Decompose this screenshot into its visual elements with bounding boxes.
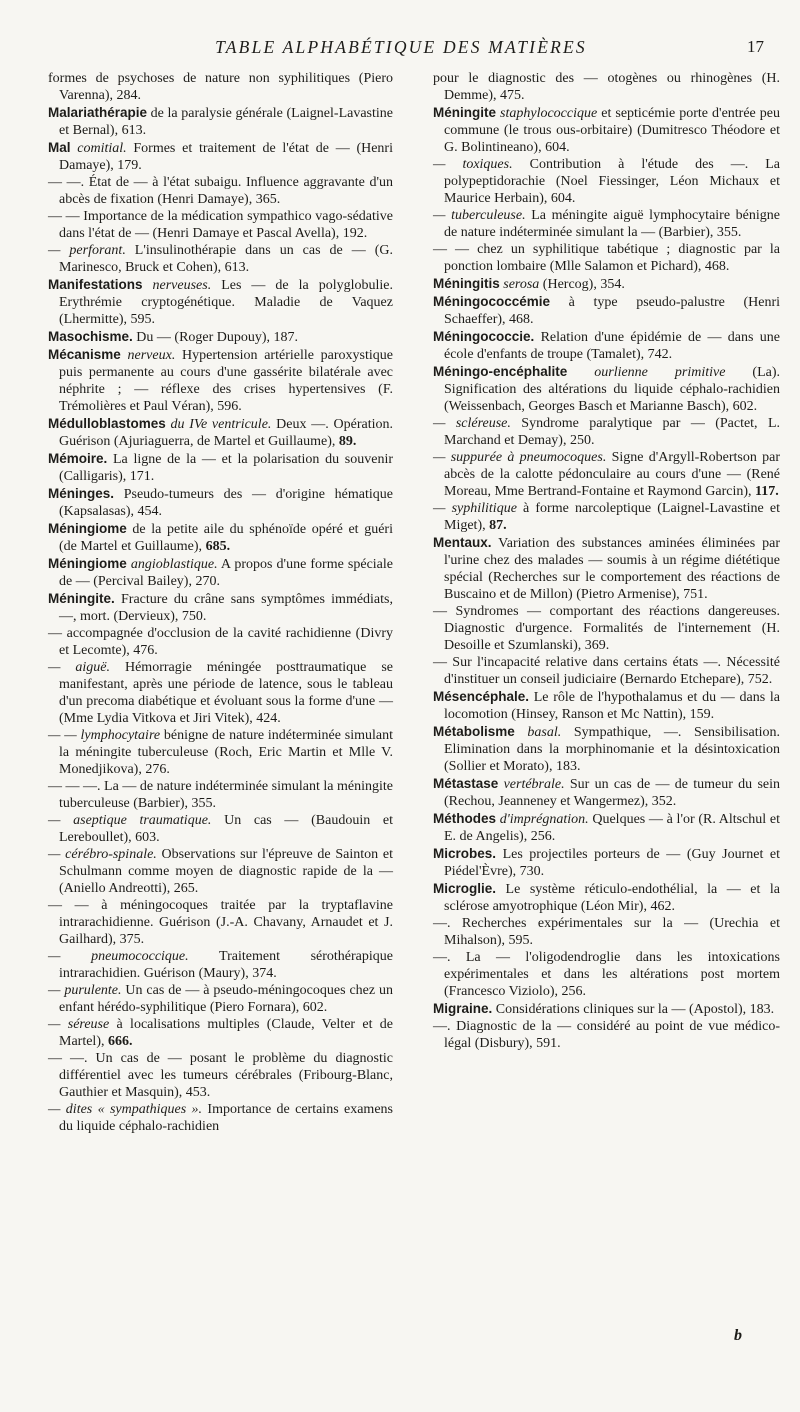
entry-text: (La). Signification des altérations du liquide céphalo-rachidien (Weissenbach, Georges Basch et Marianne Basch), 602. [444, 365, 781, 414]
entry-text: Contribution à l'étude des —. La polypeptidorachie (Noel Fiessinger, Léon Michaux et Maurice Herbain), 604. [444, 157, 780, 206]
index-entry [433, 70, 780, 104]
entry-text: Le rôle de l'hypothalamus et du — dans la locomotion (Hinsey, Ranson et Mc Nattin), 159. [444, 690, 780, 722]
index-entry [433, 328, 780, 363]
entry-heading: Mésencéphale. [433, 689, 530, 704]
index-entry [433, 880, 780, 915]
entry-text: à localisations multiples (Claude, Velter et de Martel), [59, 1017, 394, 1049]
index-entry [48, 328, 393, 346]
entry-page-ref: 685. [205, 539, 231, 554]
entry-heading: Médulloblastomes [48, 416, 166, 431]
entry-subheading: — toxiques. [433, 157, 513, 172]
entry-text: Fracture du crâne sans symptômes immédiats, —, mort. (Dervieux), 750. [59, 592, 393, 624]
entry-heading: Méninges. [48, 486, 115, 501]
entry-subheading: serosa [499, 277, 540, 292]
entry-subheading: comitial. [70, 141, 127, 156]
entry-subheading: — aseptique traumatique. [48, 813, 212, 828]
index-entry [48, 70, 393, 104]
entry-text: Variation des substances aminées éliminées par l'urine chez des malades — soumis à un régime diététique spécial (Recherches sur le comportement des réactions de Buscaino et de Millon) (Pietro Armenise), 751. [444, 536, 780, 602]
entry-text: Le système réticulo-endothélial, la — et la sclérose amyotrophique (Léon Mir), 462. [444, 882, 780, 914]
entry-subheading: — suppurée à pneumocoques. [433, 450, 607, 465]
index-entry [48, 948, 393, 982]
entry-heading: Méningococcémie [433, 294, 551, 309]
entry-text: — Syndromes — comportant des réactions dangereuses. Diagnostic d'urgence. Formalités de l'internement (H. Desoille et Szumlanski), 369. [433, 604, 780, 653]
entry-text: à forme narcoleptique (Laignel-Lavastine et Miget), [444, 501, 780, 533]
entry-heading: Métastase [433, 776, 499, 791]
index-entry [48, 346, 393, 415]
signature-mark: b [734, 1327, 742, 1344]
entry-text: (Hercog), 354. [539, 277, 625, 292]
entry-subheading: — scléreuse. [433, 416, 511, 431]
index-entry [433, 723, 780, 775]
entry-subheading: — perforant. [48, 243, 126, 258]
entry-text: — — à méningocoques traitée par la tryptaflavine intrarachidienne. Guérison (J.-A. Chavany, Arnaudet et J. Gailhard), 375. [48, 898, 393, 947]
index-entry [433, 500, 780, 534]
index-entry [48, 625, 393, 659]
index-entry [48, 242, 393, 276]
entry-heading: Malariathérapie [48, 105, 148, 120]
entry-subheading: basal. [514, 725, 562, 740]
entry-heading: Méningiome [48, 521, 127, 536]
entry-heading: Méningite. [48, 591, 115, 606]
entry-text: Deux —. Opération. Guérison (Ajuriaguerra, de Martel et Guillaume), [59, 417, 393, 449]
entry-heading: Mentaux. [433, 535, 492, 550]
index-entry [48, 1016, 393, 1050]
index-entry [433, 949, 780, 1000]
index-column-right [433, 70, 780, 1052]
entry-text: La méningite aiguë lymphocytaire bénigne de nature indéterminée simulant la — (Barbier), 355. [444, 208, 780, 240]
entry-subheading: vertébrale. [498, 777, 565, 792]
entry-subheading: — tuberculeuse. [433, 208, 526, 223]
index-entry [48, 846, 393, 897]
entry-text: de la petite aile du sphénoïde opéré et guéri (de Martel et Guillaume), [59, 522, 393, 554]
entry-text: à type pseudo-palustre (Henri Schaeffer), 468. [444, 295, 780, 327]
index-entry [433, 534, 780, 603]
index-entry [48, 778, 393, 812]
entry-text: —. La — l'oligodendroglie dans les intoxications expérimentales et dans les altérations post mortem (Francesco Viziolo), 256. [433, 950, 780, 999]
entry-subheading: — pneumococcique. [48, 949, 189, 964]
entry-heading: Méningitis [433, 276, 500, 291]
index-entry [48, 415, 393, 450]
entry-subheading: d'imprégnation. [496, 812, 589, 827]
entry-text: Un cas — (Baudouin et Lereboullet), 603. [59, 813, 393, 845]
entry-text: Hypertension artérielle paroxystique puis permanente au cours d'une gassérite bilatérale avec néphrite ; — réflexe des crises hypertensives (F. Trémolières et Paul Véran), 596. [59, 348, 393, 414]
index-entry [48, 812, 393, 846]
index-entry [433, 845, 780, 880]
entry-text: de la paralysie générale (Laignel-Lavastine et Bernal), 613. [59, 106, 393, 138]
entry-text: Sympathique, —. Sensibilisation. Elimination dans la morphinomanie et la désintoxication (Sollier et Morato), 183. [444, 725, 780, 774]
index-entry [433, 810, 780, 845]
entry-heading: Migraine. [433, 1001, 493, 1016]
index-entry [433, 915, 780, 949]
index-entry [48, 276, 393, 328]
entry-text: Hémorragie méningée posttraumatique se manifestant, après une période de latence, sous le tableau d'un precoma diabétique et évoluant sous la forme d'une — (Mme Lydia Vitkova et Jiri Vitek), 424. [59, 660, 393, 726]
entry-text: Pseudo-tumeurs des — d'origine hématique (Kapsalasas), 454. [59, 487, 393, 519]
entry-text: Importance de certains examens du liquide céphalo-rachidien [59, 1102, 393, 1134]
entry-heading: Mémoire. [48, 451, 108, 466]
index-entry [433, 363, 780, 415]
index-entry [48, 727, 393, 778]
entry-text: — Sur l'incapacité relative dans certains états —. Nécessité d'instituer un conseil judiciaire (Bernardo Etchepare), 752. [433, 655, 780, 687]
entry-text: — —. État de — à l'état subaigu. Influence aggravante d'un abcès de fixation (Henri Damaye), 365. [48, 175, 393, 207]
index-entry [433, 104, 780, 156]
index-entry [433, 293, 780, 328]
index-entry [48, 104, 393, 139]
index-entry [433, 654, 780, 688]
entry-heading: Méningococcie. [433, 329, 535, 344]
entry-subheading: — — lymphocytaire [48, 728, 161, 743]
entry-text: — accompagnée d'occlusion de la cavité rachidienne (Divry et Lecomte), 476. [48, 626, 393, 658]
entry-text: — — chez un syphilitique tabétique ; diagnostic par la ponction lombaire (Mlle Salamon et Pichard), 468. [433, 242, 780, 274]
index-entry [48, 982, 393, 1016]
index-entry [48, 555, 393, 590]
index-entry [433, 207, 780, 241]
entry-text: Signe d'Argyll-Robertson par abcès de la calotte pédonculaire au cours d'une — (René Moreau, Mme Bertrand-Fontaine et Raymond Garcin), [444, 450, 780, 499]
entry-page-ref: 666. [107, 1034, 133, 1049]
index-entry [48, 139, 393, 174]
entry-subheading: nerveuses. [142, 278, 212, 293]
index-entry [48, 208, 393, 242]
index-entry [433, 415, 780, 449]
entry-text: A propos d'une forme spéciale de — (Percival Bailey), 270. [59, 557, 393, 589]
entry-text: — —. Un cas de — posant le problème du diagnostic différentiel avec les tumeurs cérébrales (Fribourg-Blanc, Gauthier et Masquin), 453. [48, 1051, 393, 1100]
index-entry [48, 450, 393, 485]
entry-text: Les projectiles porteurs de — (Guy Journet et Piédel'Èvre), 730. [444, 847, 780, 879]
entry-heading: Méthodes [433, 811, 497, 826]
index-entry [433, 275, 780, 293]
entry-text: L'insulinothérapie dans un cas de — (G. Marinesco, Bruck et Cohen), 613. [59, 243, 393, 275]
entry-heading: Méningite [433, 105, 496, 120]
running-head [38, 37, 764, 59]
index-entry [433, 1000, 780, 1018]
index-entry [48, 897, 393, 948]
entry-subheading: — séreuse [48, 1017, 110, 1032]
entry-heading: Microglie. [433, 881, 497, 896]
entry-subheading: nerveux. [120, 348, 176, 363]
index-entry [433, 603, 780, 654]
index-entry [433, 241, 780, 275]
entry-text: Syndrome paralytique par — (Pactet, L. Marchand et Demay), 250. [444, 416, 780, 448]
index-column-left [48, 70, 393, 1135]
entry-heading: Manifestations [48, 277, 143, 292]
entry-text: Du — (Roger Dupouy), 187. [132, 330, 299, 345]
entry-heading: Mécanisme [48, 347, 121, 362]
entry-subheading: — dites « sympathiques ». [48, 1102, 203, 1117]
index-entry [48, 174, 393, 208]
entry-subheading: — aiguë. [48, 660, 111, 675]
entry-heading: Masochisme. [48, 329, 133, 344]
index-entry [433, 688, 780, 723]
entry-text: —. Diagnostic de la — considéré au point de vue médico-légal (Disbury), 591. [433, 1019, 780, 1051]
entry-text: — — Importance de la médication sympathico vago-sédative dans l'état de — (Henri Damaye et Pascal Avella), 192. [48, 209, 393, 241]
entry-text: La ligne de la — et la polarisation du souvenir (Calligaris), 171. [59, 452, 393, 484]
entry-text: —. Recherches expérimentales sur la — (Urechia et Mihalson), 595. [433, 916, 780, 948]
entry-text: Relation d'une épidémie de — dans une école d'enfants de troupe (Tamalet), 742. [444, 330, 780, 362]
index-entry [433, 775, 780, 810]
entry-page-ref: 117. [755, 484, 779, 499]
entry-text: bénigne de nature indéterminée simulant la méningite tuberculeuse (Roch, Eric Martin et Mlle V. Monedjikova), 276. [59, 728, 394, 777]
entry-heading: Méningo-encéphalite [433, 364, 568, 379]
entry-text: Considérations cliniques sur la — (Apostol), 183. [492, 1002, 775, 1017]
entry-text: Un cas de — à pseudo-méningocoques chez un enfant hérédo-syphilitique (Piero Fornara), 602. [59, 983, 394, 1015]
entry-page-ref: 89. [338, 434, 357, 449]
entry-text: Observations sur l'épreuve de Sainton et Schulmann comme moyen de diagnostic rapide de la — (Aniello Andreotti), 265. [59, 847, 393, 896]
index-entry [48, 520, 393, 555]
index-entry [433, 1018, 780, 1052]
entry-text: — — —. La — de nature indéterminée simulant la méningite tuberculeuse (Barbier), 355. [48, 779, 393, 811]
index-entry [433, 449, 780, 500]
entry-text: Les — de la polyglobulie. Erythrémie cryptogénétique. Maladie de Vaquez (Lhermitte), 595. [59, 278, 393, 327]
entry-subheading: staphylococcique [496, 106, 598, 121]
index-entry [48, 1050, 393, 1101]
entry-text: Formes et traitement de l'état de — (Henri Damaye), 179. [59, 141, 393, 173]
index-entry [48, 1101, 393, 1135]
entry-heading: Mal [48, 140, 71, 155]
entry-text: pour le diagnostic des — otogènes ou rhinogènes (H. Demme), 475. [433, 71, 780, 103]
page-number: 17 [747, 37, 764, 56]
index-entry [433, 156, 780, 207]
entry-subheading: — purulente. [48, 983, 122, 998]
index-entry [48, 485, 393, 520]
entry-subheading: — syphilitique [433, 501, 517, 516]
entry-page-ref: 87. [489, 518, 507, 533]
entry-subheading: du IVe ventricule. [165, 417, 272, 432]
entry-text: Quelques — à l'or (R. Altschul et E. de Angelis), 256. [444, 812, 781, 844]
entry-heading: Méningiome [48, 556, 127, 571]
entry-text: Sur un cas de — de tumeur du sein (Rechou, Jeanneney et Wangermez), 352. [444, 777, 781, 809]
entry-text: formes de psychoses de nature non syphilitiques (Piero Varenna), 284. [48, 71, 393, 103]
entry-subheading: angioblastique. [126, 557, 218, 572]
entry-text: Traitement sérothérapique intrarachidien. Guérison (Maury), 374. [59, 949, 393, 981]
index-entry [48, 590, 393, 625]
entry-heading: Métabolisme [433, 724, 515, 739]
entry-subheading: ourlienne primitive [567, 365, 726, 380]
index-entry [48, 659, 393, 727]
entry-text: et septicémie porte d'entrée peu commune (le trous ous-orbitaire) (Dumitresco Théodore et G. Bolintineano), 604. [444, 106, 780, 155]
running-title: TABLE ALPHABÉTIQUE DES MATIÈRES [215, 37, 587, 57]
entry-subheading: — cérébro-spinale. [48, 847, 157, 862]
entry-heading: Microbes. [433, 846, 497, 861]
